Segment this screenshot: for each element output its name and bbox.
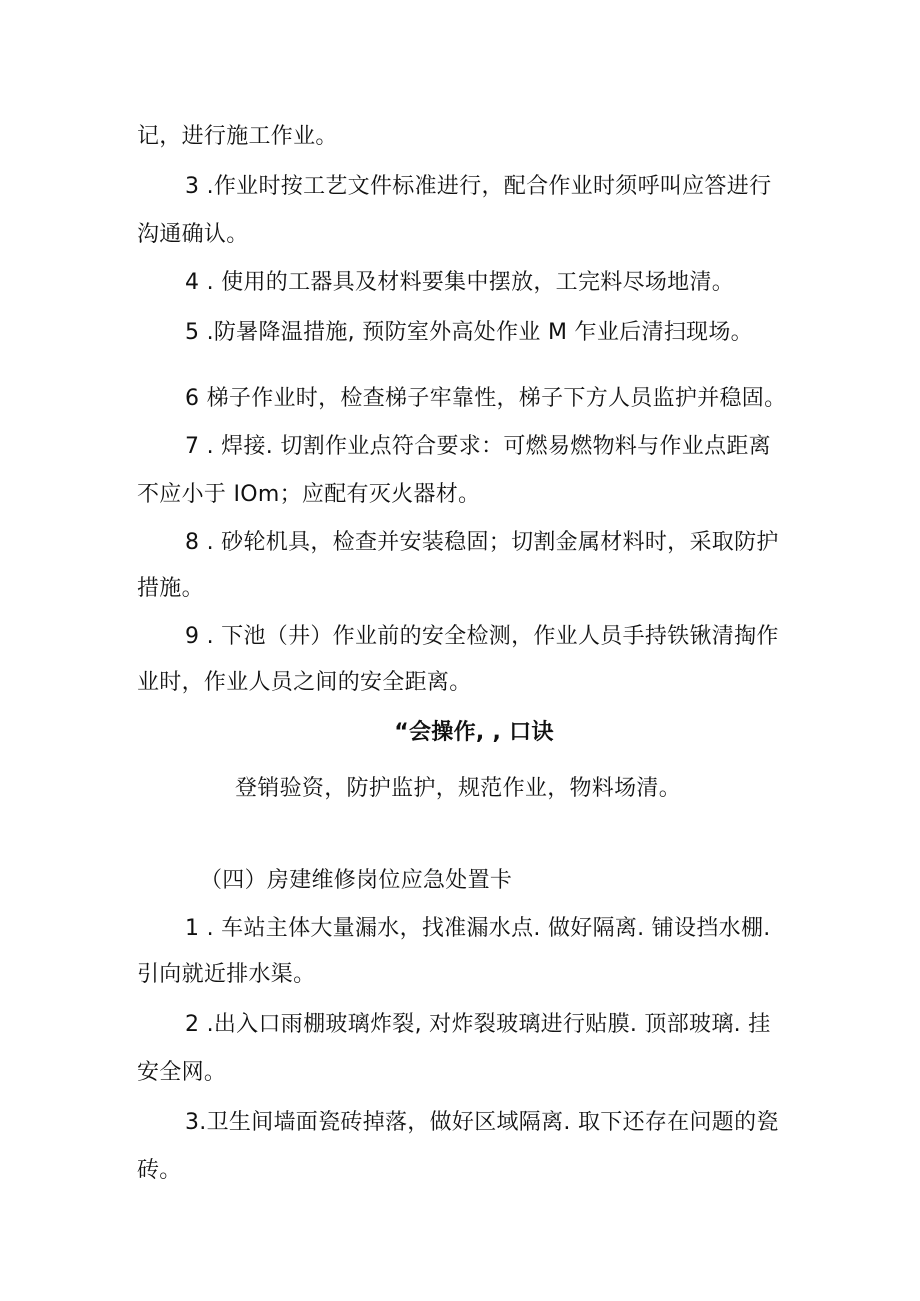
emergency-item-3: 3.卫生间墙面瓷砖掉落，做好区域隔离. 取下还存在问题的瓷 [185, 1110, 779, 1135]
list-item-5: 5 .防暑降温措施, 预防室外高处作业 M 乍业后清扫现场。 [185, 320, 753, 345]
list-item-8: 8 . 砂轮机具，检查并安装稳固；切割金属材料时，采取防护 [185, 530, 779, 555]
emergency-item-2: 2 .出入口雨棚玻璃炸裂, 对炸裂玻璃进行贴膜. 顶部玻璃. 挂 [185, 1012, 771, 1037]
paragraph-line: 沟通确认。 [137, 222, 249, 247]
paragraph-line: 砖。 [137, 1158, 182, 1183]
paragraph-line: 业时，作业人员之间的安全距离。 [137, 670, 472, 695]
list-item-9: 9 . 下池（井）作业前的安全检测，作业人员手持铁锹清掏作 [185, 624, 779, 649]
paragraph-line: 安全网。 [137, 1060, 227, 1085]
list-item-7: 7 . 焊接. 切割作业点符合要求：可燃易燃物料与作业点距离 [185, 434, 771, 459]
list-item-4: 4 . 使用的工器具及材料要集中摆放，工完料尽场地清。 [185, 270, 735, 295]
list-item-6: 6 梯子作业时，检查梯子牢靠性，梯子下方人员监护并稳固。 [185, 386, 787, 411]
mnemonic-heading: “会操作, , 口诀 [394, 720, 554, 745]
paragraph-line: 不应小于 IOm；应配有灭火器材。 [137, 482, 481, 507]
paragraph-line: 引向就近排水渠。 [137, 962, 316, 987]
list-item-3: 3 .作业时按工艺文件标准进行，配合作业时须呼叫应答进行 [185, 174, 772, 199]
paragraph-line: 措施。 [137, 576, 204, 601]
mnemonic-text: 登销验资，防护监护，规范作业，物料场清。 [235, 776, 682, 801]
paragraph-line: 记，进行施工作业。 [137, 124, 338, 149]
emergency-item-1: 1 . 车站主体大量漏水，找准漏水点. 做好隔离. 铺设挡水棚. [185, 916, 771, 941]
section-title: （四）房建维修岗位应急处置卡 [200, 868, 513, 893]
